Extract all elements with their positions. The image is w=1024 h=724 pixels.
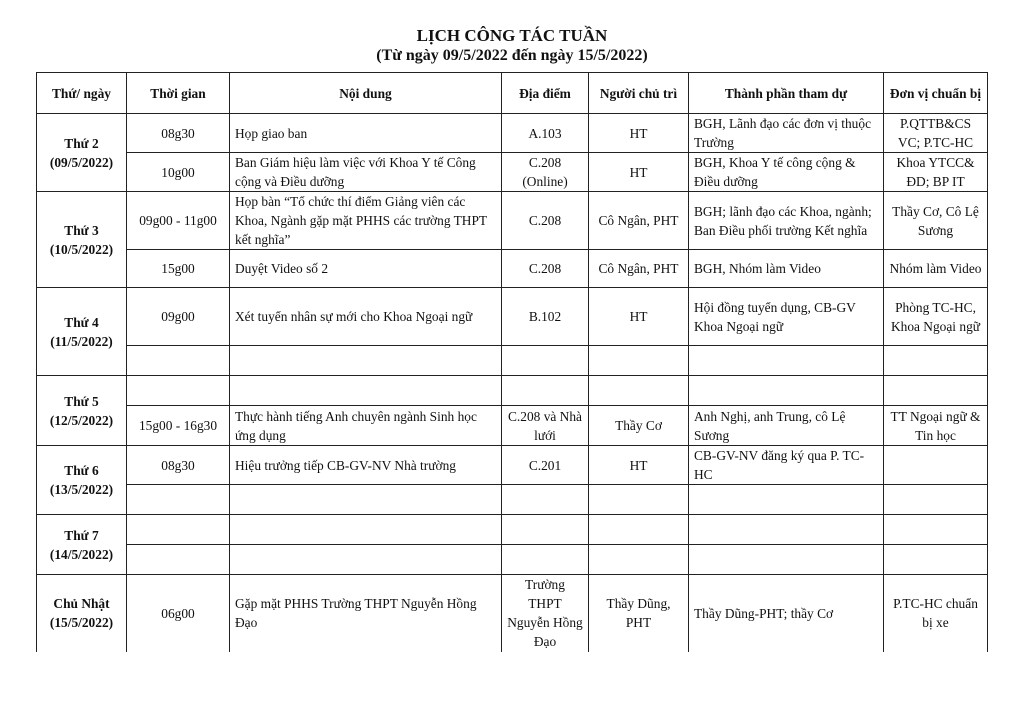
cell-content xyxy=(230,515,502,545)
cell-attendees: Hội đồng tuyển dụng, CB-GV Khoa Ngoại ngữ xyxy=(689,288,884,346)
cell-host: Thầy Dũng, PHT xyxy=(589,575,689,652)
cell-attendees xyxy=(689,376,884,406)
cell-host: HT xyxy=(589,153,689,192)
day-cell xyxy=(37,575,127,652)
header-content: Nội dung xyxy=(230,73,502,114)
cell-host xyxy=(589,346,689,376)
cell-content: Gặp mặt PHHS Trường THPT Nguyễn Hồng Đạo xyxy=(230,575,502,652)
header-time: Thời gian xyxy=(127,73,230,114)
cell-prep: TT Ngoại ngữ & Tin học xyxy=(884,406,988,446)
schedule-body xyxy=(37,114,988,652)
cell-attendees: BGH; lãnh đạo các Khoa, ngành; Ban Điều phối trường Kết nghĩa xyxy=(689,192,884,250)
cell-host: HT xyxy=(589,288,689,346)
cell-time: 15g00 - 16g30 xyxy=(127,406,230,446)
cell-attendees xyxy=(689,346,884,376)
cell-prep xyxy=(884,485,988,515)
cell-host: Cô Ngân, PHT xyxy=(589,250,689,288)
cell-host xyxy=(589,545,689,575)
cell-content: Họp bàn “Tổ chức thí điểm Giảng viên các Khoa, Ngành gặp mặt PHHS các trường THPT kết nghĩa” xyxy=(230,192,502,250)
cell-prep: P.TC-HC chuẩn bị xe xyxy=(884,575,988,652)
cell-time xyxy=(127,376,230,406)
cell-prep xyxy=(884,515,988,545)
day-cell xyxy=(37,192,127,288)
cell-content xyxy=(230,485,502,515)
cell-attendees xyxy=(689,545,884,575)
day-date: (11/5/2022) xyxy=(50,333,113,349)
cell-time xyxy=(127,515,230,545)
cell-location: C.208 (Online) xyxy=(502,153,589,192)
cell-location: B.102 xyxy=(502,288,589,346)
day-cell xyxy=(37,114,127,192)
header-location: Địa điểm xyxy=(502,73,589,114)
day-label: Thứ 4 xyxy=(64,314,99,330)
cell-prep xyxy=(884,446,988,485)
cell-location: C.208 xyxy=(502,250,589,288)
table-row xyxy=(37,485,988,515)
cell-time: 09g00 - 11g00 xyxy=(127,192,230,250)
cell-location xyxy=(502,545,589,575)
cell-attendees: Anh Nghị, anh Trung, cô Lệ Sương xyxy=(689,406,884,446)
day-label: Thứ 3 xyxy=(64,222,99,238)
cell-content: Họp giao ban xyxy=(230,114,502,153)
table-row xyxy=(37,192,988,250)
cell-content: Duyệt Video số 2 xyxy=(230,250,502,288)
schedule-table xyxy=(36,72,988,652)
cell-content: Xét tuyển nhân sự mới cho Khoa Ngoại ngữ xyxy=(230,288,502,346)
cell-host: HT xyxy=(589,446,689,485)
cell-prep: Thầy Cơ, Cô Lệ Sương xyxy=(884,192,988,250)
page-subtitle: (Từ ngày 09/5/2022 đến ngày 15/5/2022) xyxy=(376,47,648,64)
day-date: (15/5/2022) xyxy=(49,615,114,631)
cell-attendees: BGH, Nhóm làm Video xyxy=(689,250,884,288)
header-day: Thứ/ ngày xyxy=(37,73,127,114)
day-date: (09/5/2022) xyxy=(49,154,114,170)
day-label: Thứ 5 xyxy=(64,393,99,409)
table-row xyxy=(37,545,988,575)
header-row xyxy=(37,73,988,114)
cell-location: C.208 xyxy=(502,192,589,250)
cell-prep: Khoa YTCC& ĐD; BP IT xyxy=(884,153,988,192)
day-label: Thứ 7 xyxy=(64,527,99,543)
cell-attendees xyxy=(689,515,884,545)
cell-time: 10g00 xyxy=(127,153,230,192)
cell-location: Trường THPT Nguyễn Hồng Đạo xyxy=(502,575,589,652)
day-date: (13/5/2022) xyxy=(49,482,114,497)
day-date: (14/5/2022) xyxy=(49,546,114,562)
page-title: LỊCH CÔNG TÁC TUẦN xyxy=(416,26,608,45)
cell-time: 09g00 xyxy=(127,288,230,346)
day-cell xyxy=(37,288,127,376)
table-row xyxy=(37,406,988,446)
cell-content: Ban Giám hiệu làm việc với Khoa Y tế Công cộng và Điều dưỡng xyxy=(230,153,502,192)
cell-location xyxy=(502,376,589,406)
cell-time xyxy=(127,485,230,515)
cell-prep: Phòng TC-HC, Khoa Ngoại ngữ xyxy=(884,288,988,346)
cell-time: 15g00 xyxy=(127,250,230,288)
cell-time: 06g00 xyxy=(127,575,230,652)
cell-attendees: Thầy Dũng-PHT; thầy Cơ xyxy=(689,575,884,652)
cell-prep: Nhóm làm Video xyxy=(884,250,988,288)
table-row xyxy=(37,288,988,346)
cell-time: 08g30 xyxy=(127,114,230,153)
header-attendees: Thành phần tham dự xyxy=(689,73,884,114)
cell-prep xyxy=(884,346,988,376)
table-row xyxy=(37,153,988,192)
cell-content xyxy=(230,545,502,575)
cell-prep xyxy=(884,545,988,575)
cell-host: Cô Ngân, PHT xyxy=(589,192,689,250)
cell-attendees: BGH, Khoa Y tế công cộng & Điều dưỡng xyxy=(689,153,884,192)
cell-location: A.103 xyxy=(502,114,589,153)
day-cell xyxy=(37,376,127,446)
day-cell xyxy=(37,446,127,515)
day-date: (10/5/2022) xyxy=(49,241,114,257)
table-row xyxy=(37,250,988,288)
cell-host xyxy=(589,376,689,406)
header-prep: Đơn vị chuẩn bị xyxy=(884,73,988,114)
cell-host: Thầy Cơ xyxy=(589,406,689,446)
cell-content xyxy=(230,376,502,406)
day-label: Chủ Nhật xyxy=(53,596,110,612)
cell-attendees xyxy=(689,485,884,515)
table-row xyxy=(37,376,988,406)
cell-prep xyxy=(884,376,988,406)
table-row xyxy=(37,446,988,485)
cell-host xyxy=(589,485,689,515)
day-label: Thứ 6 xyxy=(64,463,99,478)
day-cell xyxy=(37,515,127,575)
cell-host: HT xyxy=(589,114,689,153)
cell-host xyxy=(589,515,689,545)
table-row xyxy=(37,114,988,153)
table-row xyxy=(37,515,988,545)
cell-location: C.201 xyxy=(502,446,589,485)
cell-content: Thực hành tiếng Anh chuyên ngành Sinh học ứng dụng xyxy=(230,406,502,446)
cell-attendees: BGH, Lãnh đạo các đơn vị thuộc Trường xyxy=(689,114,884,153)
cell-time: 08g30 xyxy=(127,446,230,485)
cell-location xyxy=(502,515,589,545)
header-host: Người chủ trì xyxy=(589,73,689,114)
cell-content xyxy=(230,346,502,376)
cell-attendees: CB-GV-NV đăng ký qua P. TC-HC xyxy=(689,446,884,485)
cell-content: Hiệu trưởng tiếp CB-GV-NV Nhà trường xyxy=(230,446,502,485)
cell-prep: P.QTTB&CS VC; P.TC-HC xyxy=(884,114,988,153)
day-date: (12/5/2022) xyxy=(49,412,114,428)
cell-time xyxy=(127,545,230,575)
table-row xyxy=(37,346,988,376)
cell-location xyxy=(502,485,589,515)
cell-time xyxy=(127,346,230,376)
day-label: Thứ 2 xyxy=(64,135,99,151)
cell-location xyxy=(502,346,589,376)
table-row xyxy=(37,575,988,652)
cell-location: C.208 và Nhà lưới xyxy=(502,406,589,446)
